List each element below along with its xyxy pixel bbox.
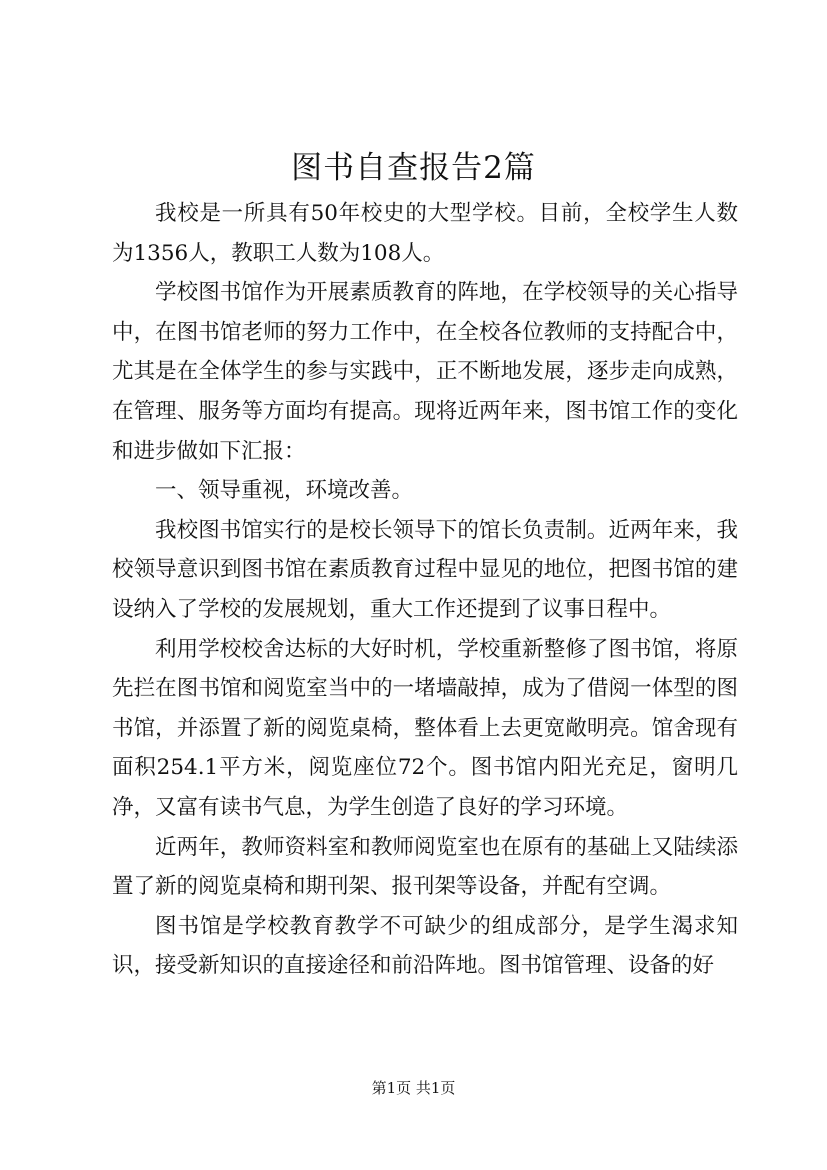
paragraph-2: 学校图书馆作为开展素质教育的阵地，在学校领导的关心指导中，在图书馆老师的努力工作中，在全校各位教师的支持配合中，尤其是在全体学生的参与实践中，正不断地发展，逐步走向成熟，在管理、服务等方面均有提高。现将近两年来，图书馆工作的变化和进步做如下汇报： <box>112 280 738 464</box>
document-body <box>112 194 738 986</box>
paragraph-4: 利用学校校舍达标的大好时机，学校重新整修了图书馆，将原先拦在图书馆和阅览室当中的一堵墙敲掉，成为了借阅一体型的图书馆，并添置了新的阅览桌椅，整体看上去更宽敞明亮。馆舍现有面积254.1平方米，阅览座位72个。图书馆内阳光充足，窗明几净，又富有读书气息，为学生创造了良好的学习环境。 <box>112 636 738 820</box>
page-title: 图书自查报告2篇 <box>291 150 536 186</box>
paragraph-5: 近两年，教师资料室和教师阅览室也在原有的基础上又陆续添置了新的阅览桌椅和期刊架、报刊架等设备，并配有空调。 <box>112 834 738 900</box>
paragraph-3: 我校图书馆实行的是校长领导下的馆长负责制。近两年来，我校领导意识到图书馆在素质教育过程中显见的地位，把图书馆的建设纳入了学校的发展规划，重大工作还提到了议事日程中。 <box>112 517 738 622</box>
section-heading-1: 一、领导重视，环境改善。 <box>155 478 414 504</box>
paragraph-1: 我校是一所具有50年校史的大型学校。目前，全校学生人数为1356人，教职工人数为108人。 <box>112 201 738 266</box>
page-footer: 第1页 共1页 <box>371 1079 456 1097</box>
paragraph-6: 图书馆是学校教育教学不可缺少的组成部分，是学生渴求知识，接受新知识的直接途径和前沿阵地。图书馆管理、设备的好 <box>112 913 738 979</box>
